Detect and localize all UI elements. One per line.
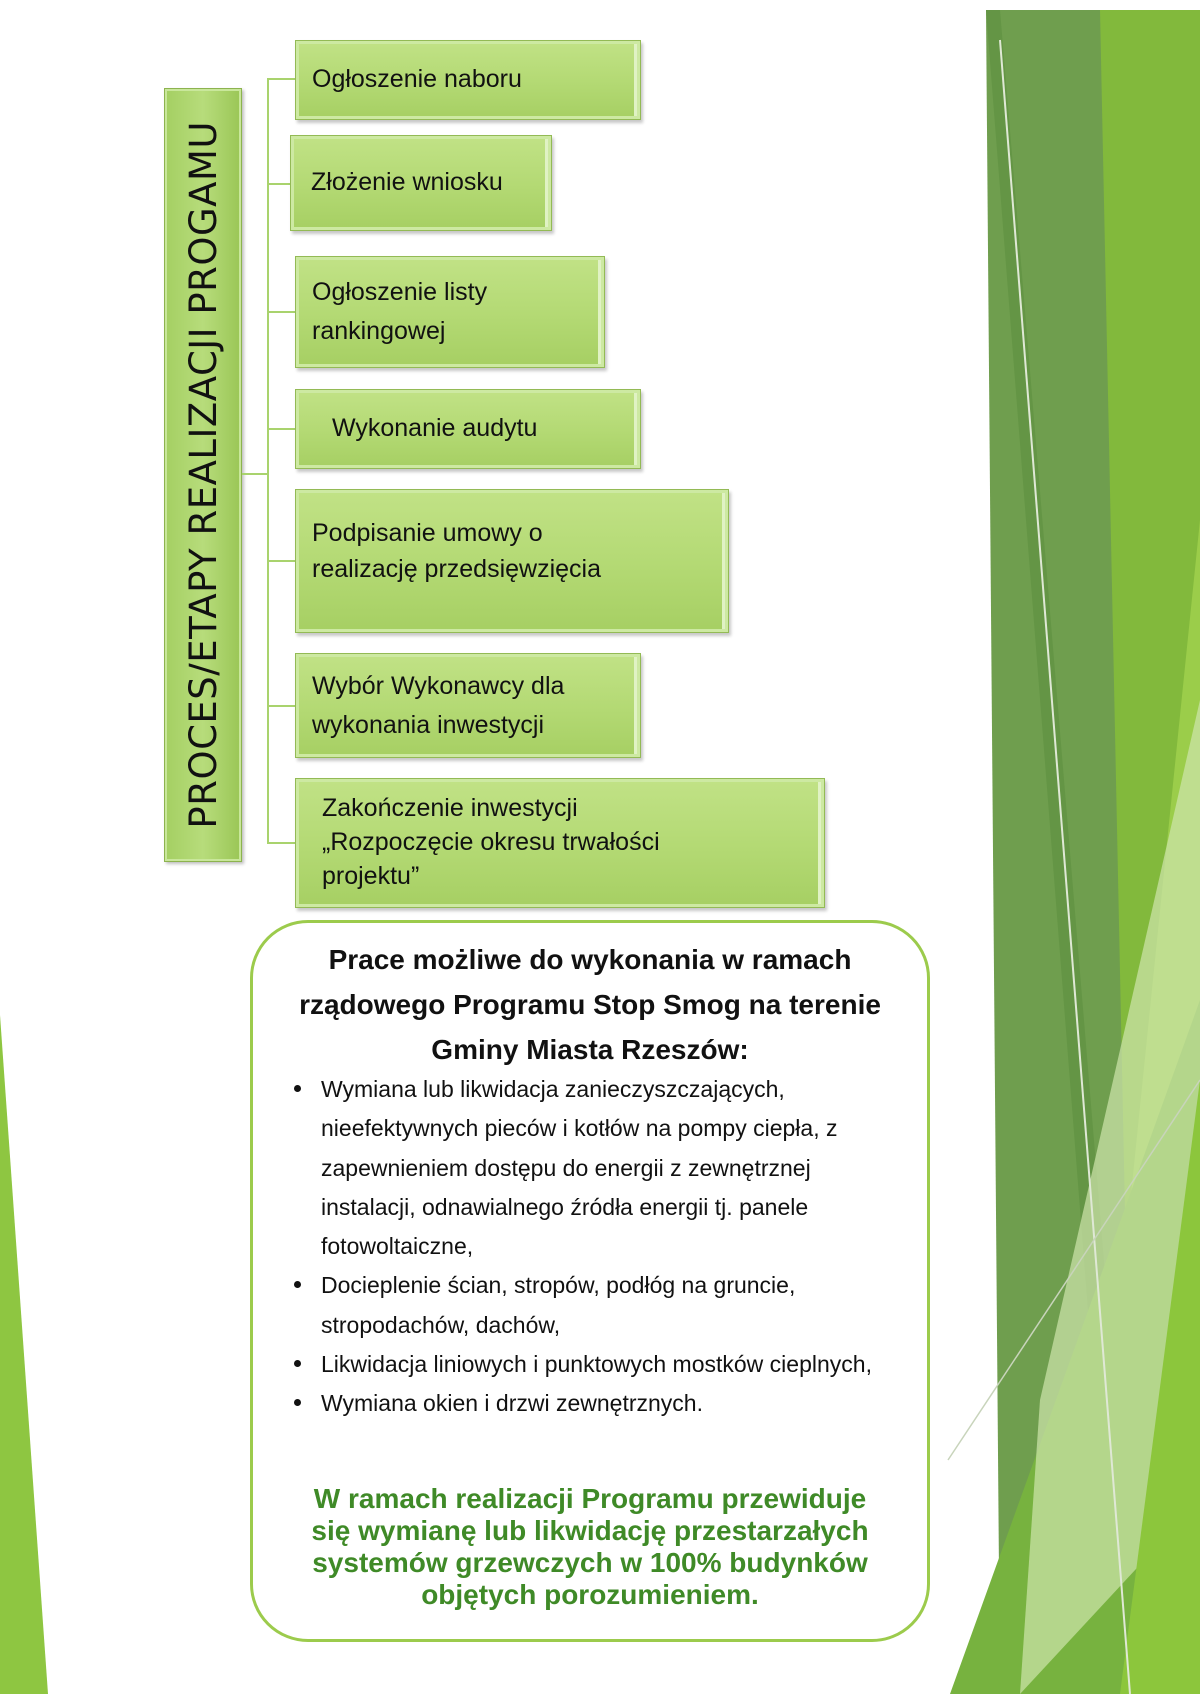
list-item-text: Wymiana lub likwidacja zanieczyszczających, nieefektywnych pieców i kotłów na pompy ciepła, z zapewnieniem dostępu do energii z zewnętrznej instalacji, odnawialnego źródła energii tj. panele fotowoltaiczne, (321, 1076, 838, 1260)
step-box-4 (295, 389, 641, 469)
step-box-1 (295, 40, 641, 120)
connector-branch-5 (267, 560, 295, 562)
step-label: Wybór Wykonawcy dla wykonania inwestycji (312, 671, 565, 739)
connector-branch-1 (267, 78, 295, 80)
step-label: Wykonanie audytu (332, 414, 538, 443)
connector-branch-6 (267, 705, 295, 707)
list-item-text: Docieplenie ścian, stropów, podłóg na gruncie, stropodachów, dachów, (321, 1272, 796, 1338)
card-footer: W ramach realizacji Programu przewiduje się wymianę lub likwidację przestarzałych systemów grzewczych w 100% budynków objętych porozumieniem. (311, 1483, 869, 1610)
connector-branch-7 (267, 842, 295, 844)
list-item (291, 1384, 897, 1423)
step-label: Złożenie wniosku (311, 168, 503, 197)
step-box-6 (295, 653, 641, 758)
connector-branch-2 (267, 183, 291, 185)
info-card (250, 920, 930, 1642)
bullet-icon (294, 1399, 301, 1406)
connector-stub (242, 473, 268, 475)
work-list (291, 1070, 897, 1424)
bullet-icon (294, 1281, 301, 1288)
list-item (291, 1266, 897, 1345)
list-item (291, 1345, 897, 1384)
step-box-2 (290, 135, 552, 231)
bullet-icon (294, 1360, 301, 1367)
connector-spine (267, 78, 269, 843)
step-label: Zakończenie inwestycji „Rozpoczęcie okresu trwałości projektu” (322, 794, 660, 890)
step-box-3 (295, 256, 605, 368)
step-label: Podpisanie umowy o realizację przedsięwzięcia (312, 518, 602, 583)
step-label: Ogłoszenie naboru (312, 65, 522, 94)
step-box-5 (295, 489, 729, 633)
step-box-7 (295, 778, 825, 908)
card-heading: Prace możliwe do wykonania w ramach rządowego Programu Stop Smog na terenie Gminy Miasta Rzeszów: (299, 944, 881, 1065)
list-item-text: Likwidacja liniowych i punktowych mostków cieplnych, (321, 1351, 872, 1378)
list-item (291, 1070, 897, 1266)
connector-branch-4 (267, 428, 295, 430)
list-item-text: Wymiana okien i drzwi zewnętrznych. (321, 1390, 703, 1417)
process-title-bar (164, 88, 242, 862)
connector-branch-3 (267, 311, 295, 313)
process-title: PROCES/ETAPY REALIZACJI PROGAMU (181, 121, 225, 829)
bullet-icon (294, 1085, 301, 1092)
step-label: Ogłoszenie listy rankingowej (312, 278, 488, 345)
